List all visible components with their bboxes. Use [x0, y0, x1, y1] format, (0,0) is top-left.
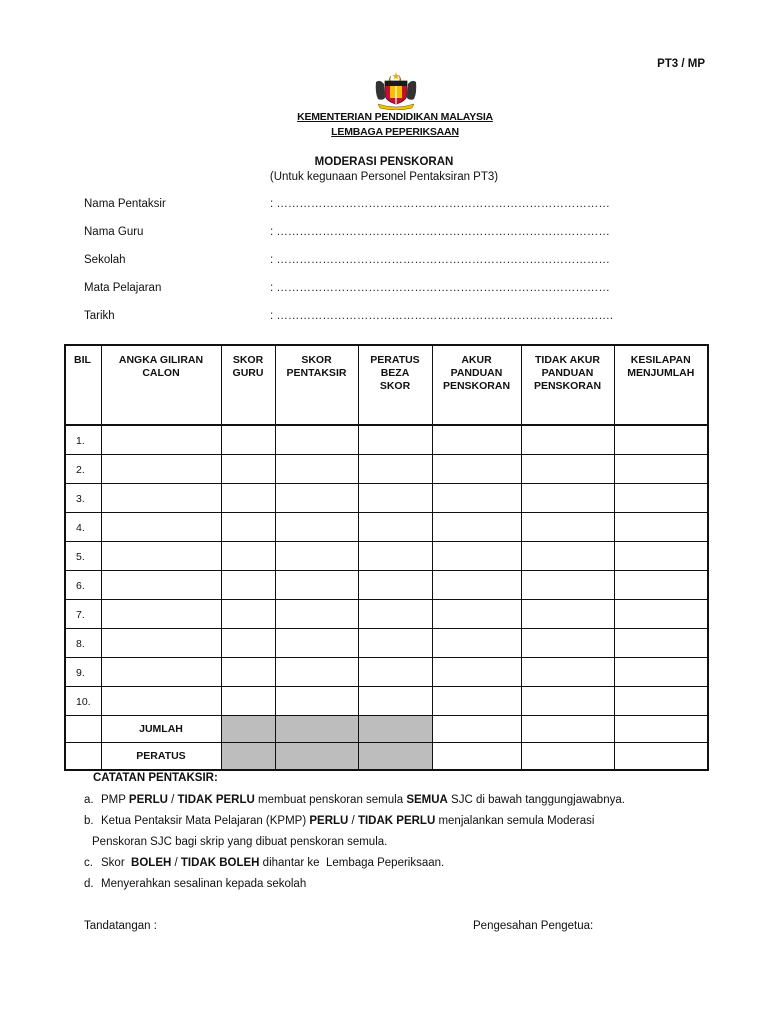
table-cell-kesilapan-menjumlah[interactable] [614, 455, 708, 484]
table-cell-tidak-akur-panduan-penskoran[interactable] [521, 658, 614, 687]
note-text: / [167, 794, 178, 806]
jumlah-row-cell-kesilapan-menjumlah[interactable] [614, 716, 708, 743]
note-text: BOLEH [131, 857, 172, 869]
note-item [84, 857, 444, 869]
shaded-cell [275, 716, 358, 743]
table-cell-tidak-akur-panduan-penskoran[interactable] [521, 629, 614, 658]
note-text: TIDAK PERLU [357, 815, 436, 827]
note-item [84, 794, 625, 806]
row-number: 10. [65, 687, 101, 716]
table-cell-skor-pentaksir[interactable] [275, 542, 358, 571]
column-header-peratus-beza-skor [358, 345, 432, 425]
column-header-line: SKOR [301, 354, 332, 366]
table-row [65, 629, 708, 658]
column-header-line: PERATUS [370, 354, 420, 366]
table-cell-skor-pentaksir[interactable] [275, 513, 358, 542]
blank-cell [65, 743, 101, 771]
table-cell-peratus-beza-skor[interactable] [358, 484, 432, 513]
table-cell-akur-panduan-penskoran[interactable] [432, 425, 521, 455]
table-cell-skor-guru[interactable] [221, 687, 275, 716]
note-item [84, 878, 306, 890]
shaded-cell [221, 743, 275, 771]
table-cell-kesilapan-menjumlah[interactable] [614, 571, 708, 600]
row-number: 8. [65, 629, 101, 658]
note-text: Ketua Pentaksir Mata Pelajaran (KPMP) [101, 815, 310, 827]
issuing-body [0, 110, 768, 140]
column-header-skor-pentaksir [275, 345, 358, 425]
table-row [65, 571, 708, 600]
table-cell-kesilapan-menjumlah[interactable] [614, 484, 708, 513]
particular-label: Nama Pentaksir [84, 198, 166, 210]
table-cell-kesilapan-menjumlah[interactable] [614, 658, 708, 687]
particular-label: Nama Guru [84, 226, 144, 238]
table-cell-tidak-akur-panduan-penskoran[interactable] [521, 425, 614, 455]
column-header-line: PENSKORAN [533, 380, 602, 392]
table-row [65, 425, 708, 455]
table-cell-akur-panduan-penskoran[interactable] [432, 542, 521, 571]
row-number: 4. [65, 513, 101, 542]
particular-row-nama-guru [84, 226, 624, 254]
row-number: 3. [65, 484, 101, 513]
note-text: PERLU [309, 815, 349, 827]
table-cell-tidak-akur-panduan-penskoran[interactable] [521, 542, 614, 571]
blank-cell [65, 716, 101, 743]
shaded-cell [358, 743, 432, 771]
particular-row-sekolah [84, 254, 624, 282]
table-cell-tidak-akur-panduan-penskoran[interactable] [521, 513, 614, 542]
table-cell-tidak-akur-panduan-penskoran[interactable] [521, 687, 614, 716]
table-cell-akur-panduan-penskoran[interactable] [432, 571, 521, 600]
mata-pelajaran-field[interactable]: : …………………………………………………………………………… [270, 282, 610, 294]
row-number: 2. [65, 455, 101, 484]
note-text: TIDAK BOLEH [180, 857, 260, 869]
column-header-line: ANGKA GILIRAN [118, 354, 204, 366]
jumlah-row [65, 716, 708, 743]
column-header-line: GURU [232, 367, 264, 379]
peratus-row-label: PERATUS [101, 743, 221, 771]
table-cell-akur-panduan-penskoran[interactable] [432, 455, 521, 484]
column-header-line: PENSKORAN [442, 380, 511, 392]
table-cell-kesilapan-menjumlah[interactable] [614, 600, 708, 629]
column-header-line: BEZA [380, 367, 410, 379]
jumlah-row-cell-tidak-akur-panduan-penskoran[interactable] [521, 716, 614, 743]
note-text: PMP [101, 794, 129, 806]
note-text: PERLU [128, 794, 168, 806]
table-cell-kesilapan-menjumlah[interactable] [614, 542, 708, 571]
table-cell-akur-panduan-penskoran[interactable] [432, 687, 521, 716]
table-cell-angka-giliran-calon[interactable] [101, 571, 221, 600]
table-cell-peratus-beza-skor[interactable] [358, 571, 432, 600]
table-cell-skor-guru[interactable] [221, 571, 275, 600]
table-cell-skor-pentaksir[interactable] [275, 687, 358, 716]
table-cell-peratus-beza-skor[interactable] [358, 455, 432, 484]
table-row [65, 455, 708, 484]
note-marker: c. [84, 857, 93, 869]
notes-title: CATATAN PENTAKSIR: [93, 772, 218, 784]
column-header-line: CALON [142, 367, 180, 379]
column-header-akur-panduan-penskoran [432, 345, 521, 425]
table-cell-skor-guru[interactable] [221, 658, 275, 687]
column-header-kesilapan-menjumlah [614, 345, 708, 425]
table-row [65, 484, 708, 513]
table-cell-skor-guru[interactable] [221, 484, 275, 513]
table-cell-skor-guru[interactable] [221, 542, 275, 571]
particular-label: Mata Pelajaran [84, 282, 162, 294]
table-row [65, 687, 708, 716]
nama-guru-field[interactable]: : …………………………………………………………………………… [270, 226, 610, 238]
column-header-line: PANDUAN [541, 367, 594, 379]
table-cell-skor-pentaksir[interactable] [275, 629, 358, 658]
table-cell-peratus-beza-skor[interactable] [358, 658, 432, 687]
table-cell-peratus-beza-skor[interactable] [358, 513, 432, 542]
table-row [65, 542, 708, 571]
table-cell-akur-panduan-penskoran[interactable] [432, 513, 521, 542]
table-cell-angka-giliran-calon[interactable] [101, 425, 221, 455]
note-text: SJC di bawah tanggungjawabnya. [447, 794, 625, 806]
shaded-cell [358, 716, 432, 743]
note-continuation: Penskoran SJC bagi skrip yang dibuat penskoran semula. [92, 836, 388, 848]
jumlah-row-label: JUMLAH [101, 716, 221, 743]
table-cell-tidak-akur-panduan-penskoran[interactable] [521, 455, 614, 484]
table-cell-skor-pentaksir[interactable] [275, 600, 358, 629]
particular-row-nama-pentaksir [84, 198, 624, 226]
table-cell-skor-guru[interactable] [221, 600, 275, 629]
column-header-line: MENJUMLAH [627, 367, 695, 379]
score-table [64, 344, 709, 771]
note-text: membuat penskoran semula [254, 794, 407, 806]
principal-verification-label: Pengesahan Pengetua: [473, 920, 594, 932]
note-text: TIDAK PERLU [177, 794, 255, 806]
peratus-row-cell-kesilapan-menjumlah[interactable] [614, 743, 708, 771]
table-cell-angka-giliran-calon[interactable] [101, 542, 221, 571]
column-header-skor-guru [221, 345, 275, 425]
shaded-cell [221, 716, 275, 743]
note-text: / [348, 815, 358, 827]
table-cell-kesilapan-menjumlah[interactable] [614, 425, 708, 455]
jumlah-row-cell-akur-panduan-penskoran[interactable] [432, 716, 521, 743]
row-number: 9. [65, 658, 101, 687]
table-cell-skor-guru[interactable] [221, 629, 275, 658]
table-cell-skor-guru[interactable] [221, 455, 275, 484]
table-cell-angka-giliran-calon[interactable] [101, 658, 221, 687]
shaded-cell [275, 743, 358, 771]
table-cell-angka-giliran-calon[interactable] [101, 484, 221, 513]
column-header-line: SKOR [379, 380, 411, 392]
table-cell-skor-guru[interactable] [221, 425, 275, 455]
table-cell-skor-pentaksir[interactable] [275, 571, 358, 600]
signature-label: Tandatangan : [84, 920, 157, 932]
table-cell-akur-panduan-penskoran[interactable] [432, 629, 521, 658]
form-subtitle: (Untuk kegunaan Personel Pentaksiran PT3) [269, 171, 499, 183]
table-cell-skor-pentaksir[interactable] [275, 484, 358, 513]
table-cell-tidak-akur-panduan-penskoran[interactable] [521, 571, 614, 600]
peratus-row-cell-tidak-akur-panduan-penskoran[interactable] [521, 743, 614, 771]
table-cell-kesilapan-menjumlah[interactable] [614, 513, 708, 542]
note-marker: b. [84, 815, 94, 827]
note-item [84, 815, 594, 827]
table-row [65, 600, 708, 629]
table-cell-kesilapan-menjumlah[interactable] [614, 687, 708, 716]
column-header-line: PENTAKSIR [286, 367, 347, 379]
particular-row-mata-pelajaran [84, 282, 624, 310]
table-cell-skor-pentaksir[interactable] [275, 425, 358, 455]
note-marker: d. [84, 878, 94, 890]
table-cell-tidak-akur-panduan-penskoran[interactable] [521, 484, 614, 513]
row-number: 5. [65, 542, 101, 571]
table-cell-peratus-beza-skor[interactable] [358, 600, 432, 629]
table-cell-akur-panduan-penskoran[interactable] [432, 600, 521, 629]
column-header-bil [65, 345, 101, 425]
table-cell-peratus-beza-skor[interactable] [358, 425, 432, 455]
form-title-block [0, 155, 768, 185]
table-cell-skor-guru[interactable] [221, 513, 275, 542]
table-cell-skor-pentaksir[interactable] [275, 455, 358, 484]
table-cell-angka-giliran-calon[interactable] [101, 629, 221, 658]
column-header-line: AKUR [461, 354, 492, 366]
table-cell-peratus-beza-skor[interactable] [358, 629, 432, 658]
column-header-line: KESILAPAN [630, 354, 691, 366]
note-marker: a. [84, 794, 94, 806]
table-cell-peratus-beza-skor[interactable] [358, 542, 432, 571]
nama-pentaksir-field[interactable]: : …………………………………………………………………………… [270, 198, 610, 210]
sekolah-field[interactable]: : …………………………………………………………………………… [270, 254, 610, 266]
table-cell-angka-giliran-calon[interactable] [101, 687, 221, 716]
table-row [65, 658, 708, 687]
table-cell-akur-panduan-penskoran[interactable] [432, 658, 521, 687]
malaysia-coat-of-arms-icon [372, 70, 420, 110]
row-number: 7. [65, 600, 101, 629]
ministry-name: KEMENTERIAN PENDIDIKAN MALAYSIA [297, 111, 493, 123]
board-name: LEMBAGA PEPERIKSAAN [331, 126, 459, 138]
tarikh-field[interactable]: : ……………………………………………………………………………. [270, 310, 614, 322]
table-cell-angka-giliran-calon[interactable] [101, 455, 221, 484]
note-text: dihantar ke Lembaga Peperiksaan. [259, 857, 445, 869]
form-code: PT3 / MP [657, 58, 705, 70]
note-text: Menyerahkan sesalinan kepada sekolah [101, 878, 307, 890]
table-cell-angka-giliran-calon[interactable] [101, 513, 221, 542]
column-header-line: SKOR [232, 354, 264, 366]
particular-row-tarikh [84, 310, 624, 338]
form-title: MODERASI PENSKORAN [314, 156, 454, 168]
note-text: menjalankan semula Moderasi [435, 815, 595, 827]
table-row [65, 513, 708, 542]
table-cell-angka-giliran-calon[interactable] [101, 600, 221, 629]
table-cell-kesilapan-menjumlah[interactable] [614, 629, 708, 658]
column-header-tidak-akur-panduan-penskoran [521, 345, 614, 425]
row-number: 6. [65, 571, 101, 600]
table-header-row [65, 345, 708, 425]
column-header-angka-giliran-calon [101, 345, 221, 425]
particulars-section [84, 198, 624, 338]
column-header-line: BIL [74, 354, 91, 366]
note-text: SEMUA [406, 794, 448, 806]
peratus-row-cell-akur-panduan-penskoran[interactable] [432, 743, 521, 771]
table-cell-peratus-beza-skor[interactable] [358, 687, 432, 716]
note-text: / [171, 857, 181, 869]
row-number: 1. [65, 425, 101, 455]
peratus-row [65, 743, 708, 771]
table-cell-akur-panduan-penskoran[interactable] [432, 484, 521, 513]
particular-label: Sekolah [84, 254, 126, 266]
column-header-line: TIDAK AKUR [535, 354, 600, 366]
table-cell-tidak-akur-panduan-penskoran[interactable] [521, 600, 614, 629]
table-cell-skor-pentaksir[interactable] [275, 658, 358, 687]
column-header-line: PANDUAN [450, 367, 503, 379]
particular-label: Tarikh [84, 310, 115, 322]
note-text: Skor [101, 857, 132, 869]
